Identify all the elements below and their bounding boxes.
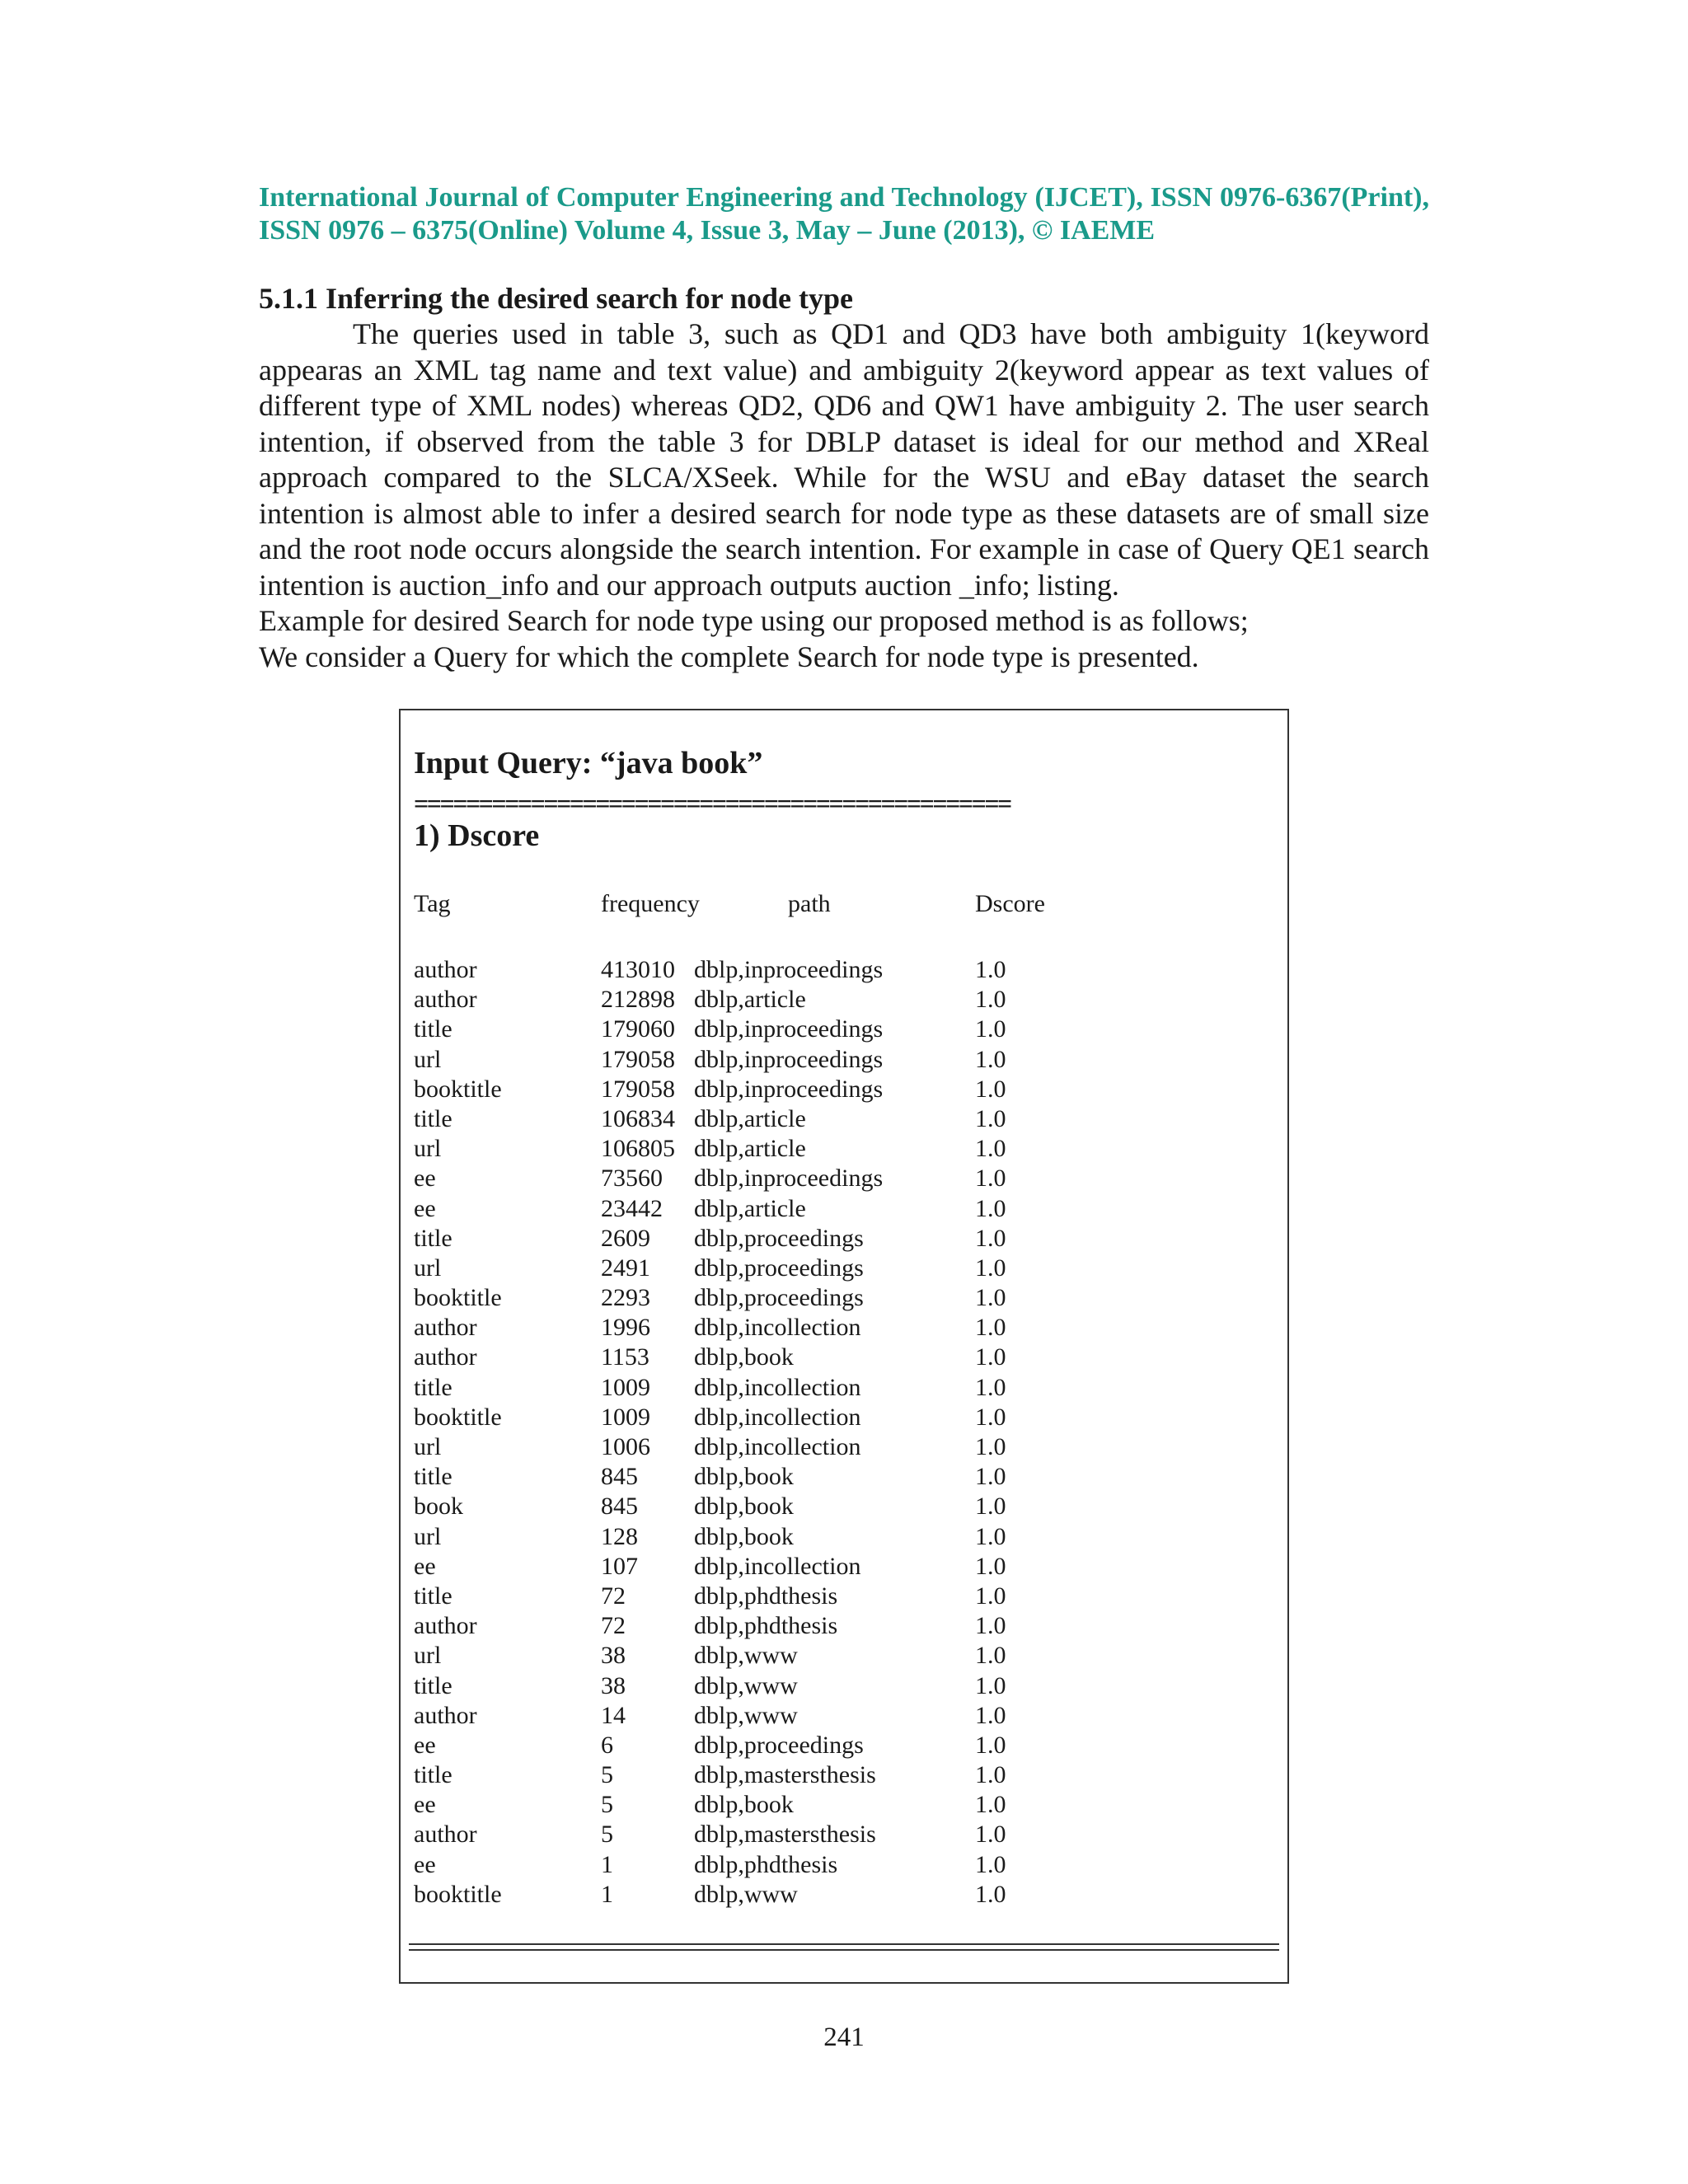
cell-path: dblp,proceedings	[694, 1224, 864, 1252]
cell-path: dblp,www	[694, 1642, 798, 1670]
body-line-query: We consider a Query for which the complete Search for node type is presented.	[259, 640, 1199, 673]
cell-dscore: 1.0	[975, 1343, 1006, 1371]
table-row	[401, 1611, 1287, 1641]
cell-dscore: 1.0	[975, 1015, 1006, 1043]
body-paragraph: The queries used in table 3, such as QD1 and QD3 have both ambiguity 1(keyword appearas an XML tag name and text value) and ambiguity 2(keyword appear as text values of different type of XML nodes) whereas QD2, QD6 and QW1 have ambiguity 2. The user search intention, if observed from the table 3 for DBLP dataset is ideal for our method and XReal approach compared to the SLCA/XSeek. While for the WSU and eBay dataset the search intention is almost able to infer a desired search for node type as these datasets are of small size and the root node occurs alongside the search intention. For example in case of Query QE1 search intention is auction_info and our approach outputs auction _info; listing.	[259, 317, 1429, 602]
cell-frequency: 179058	[601, 1045, 675, 1073]
cell-path: dblp,inproceedings	[694, 1015, 884, 1043]
cell-tag: url	[414, 1135, 442, 1163]
cell-path: dblp,proceedings	[694, 1731, 864, 1759]
cell-path: dblp,book	[694, 1343, 794, 1371]
cell-tag: ee	[414, 1791, 436, 1819]
table-row	[401, 1134, 1287, 1164]
cell-path: dblp,phdthesis	[694, 1582, 838, 1610]
cell-dscore: 1.0	[975, 1194, 1006, 1222]
cell-frequency: 212898	[601, 986, 675, 1014]
cell-frequency: 2293	[601, 1284, 650, 1312]
table-row	[401, 1641, 1287, 1671]
cell-frequency: 38	[601, 1642, 626, 1670]
cell-dscore: 1.0	[975, 1701, 1006, 1729]
table-row	[401, 1880, 1287, 1910]
cell-tag: ee	[414, 1165, 436, 1193]
cell-tag: author	[414, 1701, 477, 1729]
table-row	[401, 1492, 1287, 1521]
dscore-heading: 1) Dscore	[414, 818, 540, 853]
cell-dscore: 1.0	[975, 1433, 1006, 1460]
cell-path: dblp,incollection	[694, 1373, 861, 1401]
cell-frequency: 845	[601, 1463, 638, 1491]
cell-frequency: 6	[601, 1731, 613, 1759]
table-row	[401, 1760, 1287, 1790]
cell-dscore: 1.0	[975, 1463, 1006, 1491]
table-row	[401, 1731, 1287, 1760]
table-row	[401, 955, 1287, 985]
cell-dscore: 1.0	[975, 1552, 1006, 1580]
table-row	[401, 1283, 1287, 1313]
column-header-tag: Tag	[414, 890, 451, 917]
cell-dscore: 1.0	[975, 1880, 1006, 1908]
cell-tag: title	[414, 1582, 452, 1610]
cell-tag: title	[414, 1761, 452, 1789]
cell-frequency: 73560	[601, 1165, 663, 1193]
cell-frequency: 179060	[601, 1015, 675, 1043]
cell-dscore: 1.0	[975, 1761, 1006, 1789]
cell-path: dblp,phdthesis	[694, 1850, 838, 1878]
cell-dscore: 1.0	[975, 1075, 1006, 1103]
table-row	[401, 1552, 1287, 1582]
table-row	[401, 1104, 1287, 1134]
cell-tag: author	[414, 1343, 477, 1371]
column-header-dscore: Dscore	[975, 890, 1045, 917]
cell-dscore: 1.0	[975, 1403, 1006, 1431]
cell-frequency: 2609	[601, 1224, 650, 1252]
cell-path: dblp,www	[694, 1880, 798, 1908]
cell-dscore: 1.0	[975, 1254, 1006, 1282]
cell-tag: url	[414, 1254, 442, 1282]
cell-path: dblp,www	[694, 1701, 798, 1729]
cell-dscore: 1.0	[975, 1373, 1006, 1401]
cell-tag: url	[414, 1642, 442, 1670]
cell-tag: title	[414, 1104, 452, 1132]
cell-path: dblp,inproceedings	[694, 956, 884, 983]
cell-frequency: 106805	[601, 1135, 675, 1163]
column-header-frequency: frequency	[601, 890, 700, 917]
cell-frequency: 179058	[601, 1075, 675, 1103]
cell-tag: title	[414, 1224, 452, 1252]
cell-dscore: 1.0	[975, 956, 1006, 983]
cell-frequency: 845	[601, 1493, 638, 1521]
table-row	[401, 1015, 1287, 1044]
section-title: 5.1.1 Inferring the desired search for node type	[259, 282, 853, 315]
cell-tag: title	[414, 1015, 452, 1043]
table-row	[401, 1373, 1287, 1403]
cell-frequency: 1	[601, 1850, 613, 1878]
cell-path: dblp,www	[694, 1671, 798, 1699]
cell-frequency: 5	[601, 1791, 613, 1819]
cell-dscore: 1.0	[975, 1045, 1006, 1073]
cell-tag: ee	[414, 1731, 436, 1759]
table-row	[401, 1075, 1287, 1104]
cell-path: dblp,inproceedings	[694, 1045, 884, 1073]
cell-dscore: 1.0	[975, 1821, 1006, 1849]
cell-dscore: 1.0	[975, 1224, 1006, 1252]
cell-tag: url	[414, 1522, 442, 1550]
cell-path: dblp,incollection	[694, 1403, 861, 1431]
body-line-example: Example for desired Search for node type using our proposed method is as follows;	[259, 604, 1249, 637]
cell-dscore: 1.0	[975, 1314, 1006, 1342]
cell-path: dblp,book	[694, 1463, 794, 1491]
cell-frequency: 1009	[601, 1403, 650, 1431]
table-row	[401, 1313, 1287, 1343]
cell-tag: author	[414, 1314, 477, 1342]
table-row	[401, 1045, 1287, 1075]
table-row	[401, 1582, 1287, 1611]
cell-path: dblp,article	[694, 1135, 806, 1163]
cell-dscore: 1.0	[975, 1522, 1006, 1550]
cell-path: dblp,inproceedings	[694, 1075, 884, 1103]
cell-dscore: 1.0	[975, 986, 1006, 1014]
cell-path: dblp,article	[694, 1194, 806, 1222]
query-output-box	[399, 709, 1289, 1984]
cell-frequency: 128	[601, 1522, 638, 1550]
cell-dscore: 1.0	[975, 1671, 1006, 1699]
table-row	[401, 1701, 1287, 1731]
cell-dscore: 1.0	[975, 1642, 1006, 1670]
cell-dscore: 1.0	[975, 1582, 1006, 1610]
cell-path: dblp,article	[694, 986, 806, 1014]
cell-tag: booktitle	[414, 1075, 502, 1103]
cell-frequency: 38	[601, 1671, 626, 1699]
cell-path: dblp,proceedings	[694, 1284, 864, 1312]
cell-dscore: 1.0	[975, 1612, 1006, 1640]
cell-path: dblp,inproceedings	[694, 1165, 884, 1193]
table-row	[401, 1790, 1287, 1820]
cell-frequency: 413010	[601, 956, 675, 983]
cell-frequency: 72	[601, 1612, 626, 1640]
table-row	[401, 1820, 1287, 1849]
cell-path: dblp,incollection	[694, 1314, 861, 1342]
cell-tag: ee	[414, 1552, 436, 1580]
cell-tag: ee	[414, 1194, 436, 1222]
cell-tag: author	[414, 986, 477, 1014]
cell-frequency: 106834	[601, 1104, 675, 1132]
cell-tag: title	[414, 1373, 452, 1401]
cell-frequency: 1006	[601, 1433, 650, 1460]
cell-path: dblp,mastersthesis	[694, 1821, 876, 1849]
cell-path: dblp,mastersthesis	[694, 1761, 876, 1789]
cell-frequency: 23442	[601, 1194, 663, 1222]
cell-frequency: 72	[601, 1582, 626, 1610]
double-rule-divider	[409, 1943, 1279, 1951]
input-query-heading: Input Query: “java book”	[414, 746, 763, 780]
cell-dscore: 1.0	[975, 1165, 1006, 1193]
cell-dscore: 1.0	[975, 1850, 1006, 1878]
table-row	[401, 985, 1287, 1015]
cell-path: dblp,book	[694, 1522, 794, 1550]
cell-path: dblp,book	[694, 1791, 794, 1819]
cell-dscore: 1.0	[975, 1493, 1006, 1521]
cell-path: dblp,article	[694, 1104, 806, 1132]
table-row	[401, 1671, 1287, 1701]
cell-tag: booktitle	[414, 1880, 502, 1908]
cell-frequency: 1153	[601, 1343, 649, 1371]
cell-frequency: 107	[601, 1552, 638, 1580]
cell-tag: author	[414, 956, 477, 983]
cell-path: dblp,phdthesis	[694, 1612, 838, 1640]
cell-dscore: 1.0	[975, 1135, 1006, 1163]
cell-tag: url	[414, 1045, 442, 1073]
table-row	[401, 1254, 1287, 1283]
table-row	[401, 1462, 1287, 1492]
table-row	[401, 1194, 1287, 1224]
table-row	[401, 1224, 1287, 1254]
cell-frequency: 2491	[601, 1254, 650, 1282]
cell-tag: url	[414, 1433, 442, 1460]
body-text	[259, 316, 1429, 675]
cell-frequency: 1996	[601, 1314, 650, 1342]
cell-tag: booktitle	[414, 1403, 502, 1431]
separator-line: ==============================================	[414, 789, 1010, 818]
cell-dscore: 1.0	[975, 1791, 1006, 1819]
table-row	[401, 1850, 1287, 1880]
column-header-path: path	[788, 890, 831, 917]
cell-dscore: 1.0	[975, 1284, 1006, 1312]
cell-tag: booktitle	[414, 1284, 502, 1312]
page-number: 241	[823, 2022, 865, 2052]
cell-dscore: 1.0	[975, 1104, 1006, 1132]
cell-frequency: 14	[601, 1701, 626, 1729]
cell-tag: author	[414, 1612, 477, 1640]
cell-tag: author	[414, 1821, 477, 1849]
cell-dscore: 1.0	[975, 1731, 1006, 1759]
dscore-table-body	[401, 955, 1287, 1910]
cell-tag: title	[414, 1671, 452, 1699]
cell-path: dblp,incollection	[694, 1433, 861, 1460]
table-row	[401, 1164, 1287, 1193]
table-row	[401, 1403, 1287, 1432]
cell-path: dblp,book	[694, 1493, 794, 1521]
cell-tag: book	[414, 1493, 463, 1521]
cell-tag: title	[414, 1463, 452, 1491]
cell-path: dblp,proceedings	[694, 1254, 864, 1282]
cell-frequency: 5	[601, 1821, 613, 1849]
cell-frequency: 5	[601, 1761, 613, 1789]
cell-frequency: 1009	[601, 1373, 650, 1401]
table-row	[401, 1432, 1287, 1462]
cell-tag: ee	[414, 1850, 436, 1878]
journal-header: International Journal of Computer Engineering and Technology (IJCET), ISSN 0976-6367(Print), ISSN 0976 – 6375(Online) Volume 4, Issue 3, May – June (2013), © IAEME	[259, 182, 1429, 246]
cell-frequency: 1	[601, 1880, 613, 1908]
table-row	[401, 1522, 1287, 1552]
cell-path: dblp,incollection	[694, 1552, 861, 1580]
table-row	[401, 1343, 1287, 1372]
